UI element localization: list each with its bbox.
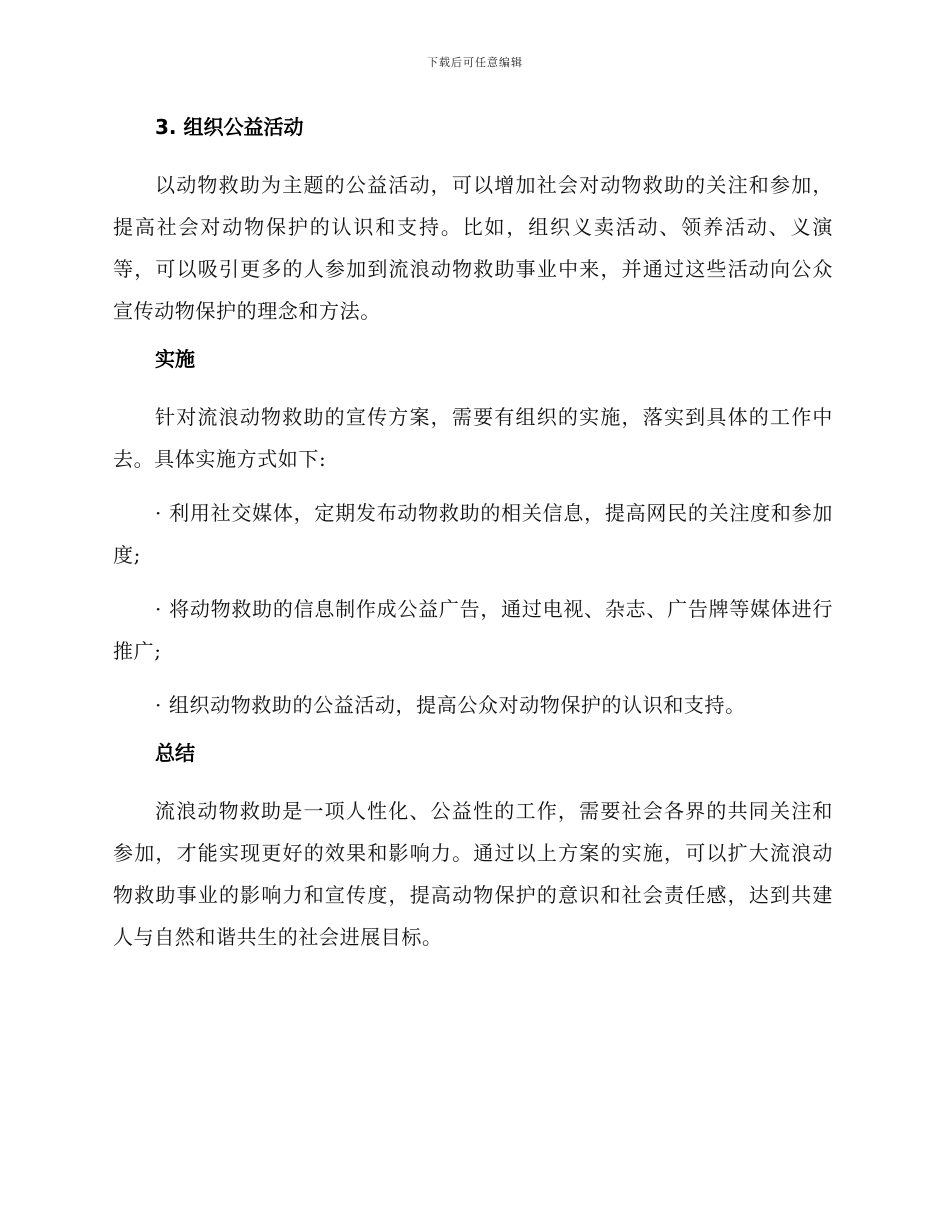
document-body — [113, 112, 833, 970]
paragraph-activities: 以动物救助为主题的公益活动，可以增加社会对动物救助的关注和参加，提高社会对动物保护的认识和支持。比如，组织义卖活动、领养活动、义演等，可以吸引更多的人参加到流浪动物救助事业中来，并通过这些活动向公众宣传动物保护的理念和方法。 — [113, 173, 833, 323]
bullet-item-public-events: · 组织动物救助的公益活动，提高公众对动物保护的认识和支持。 — [155, 693, 746, 717]
section-heading-implementation: 实施 — [155, 347, 195, 371]
paragraph-implementation-intro: 针对流浪动物救助的宣传方案，需要有组织的实施，落实到具体的工作中去。具体实施方式如下: — [113, 405, 833, 471]
paragraph-summary: 流浪动物救助是一项人性化、公益性的工作，需要社会各界的共同关注和参加，才能实现更好的效果和影响力。通过以上方案的实施，可以扩大流浪动物救助事业的影响力和宣传度，提高动物保护的意识和社会责任感，达到共建人与自然和谐共生的社会进展目标。 — [113, 799, 833, 949]
bullet-item-advertising: · 将动物救助的信息制作成公益广告，通过电视、杂志、广告牌等媒体进行推广; — [113, 597, 833, 663]
bullet-item-social-media: · 利用社交媒体，定期发布动物救助的相关信息，提高网民的关注度和参加度; — [113, 501, 833, 567]
running-header: 下载后可任意编辑 — [427, 56, 523, 69]
section-heading-activities: 3. 组织公益活动 — [155, 115, 304, 139]
section-heading-summary: 总结 — [155, 741, 195, 765]
